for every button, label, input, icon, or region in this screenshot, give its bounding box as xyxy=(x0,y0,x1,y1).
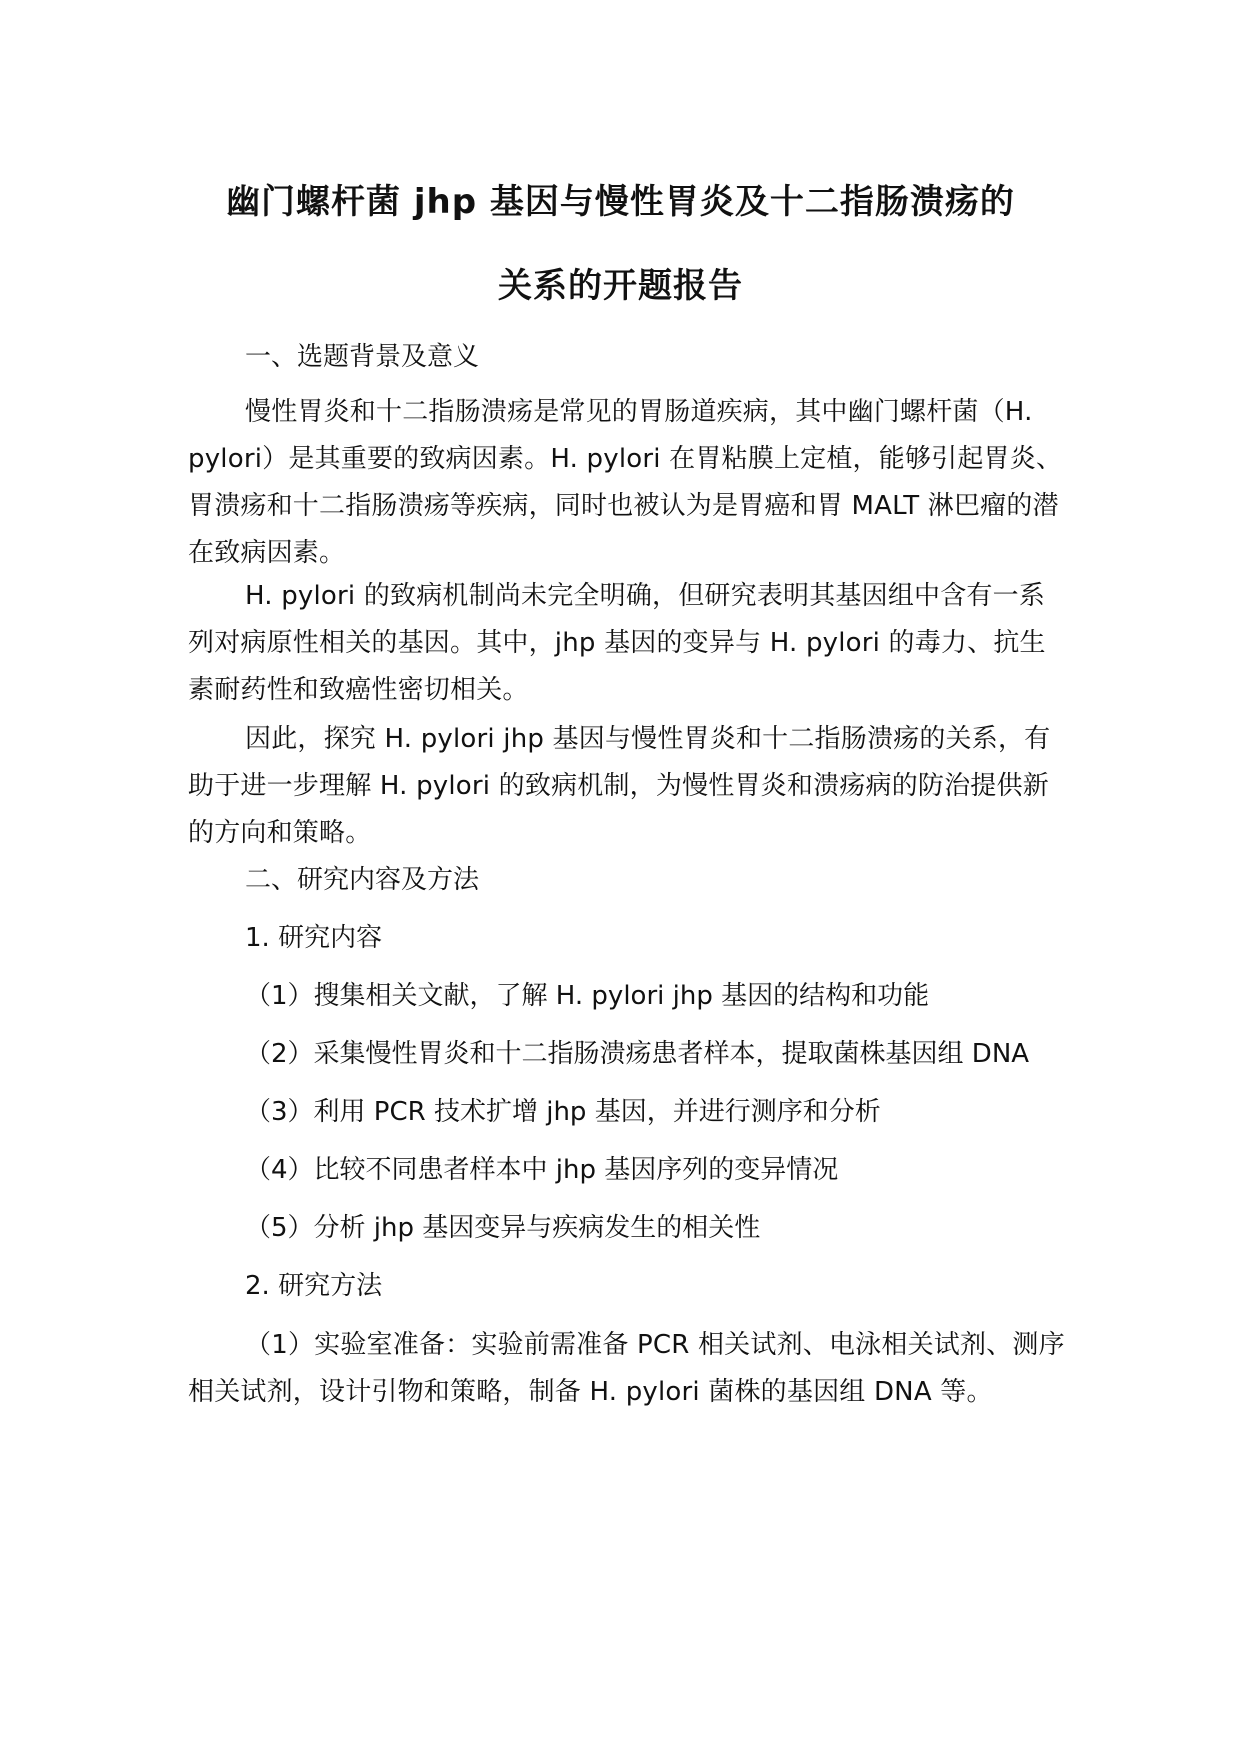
document-title-line2: 关系的开题报告 xyxy=(498,266,743,306)
method-subheading: 2. 研究方法 xyxy=(245,1271,383,1301)
content-item-4: （4）比较不同患者样本中 jhp 基因序列的变异情况 xyxy=(245,1155,839,1185)
content-item-2: （2）采集慢性胃炎和十二指肠溃疡患者样本，提取菌株基因组 DNA xyxy=(245,1039,1030,1069)
content-item-5: （5）分析 jhp 基因变异与疾病发生的相关性 xyxy=(245,1213,761,1243)
section1-heading: 一、选题背景及意义 xyxy=(245,342,480,372)
content-item-1: （1）搜集相关文献，了解 H. pylori jhp 基因的结构和功能 xyxy=(245,981,930,1011)
section1-paragraph-1: 慢性胃炎和十二指肠溃疡是常见的胃肠道疾病，其中幽门螺杆菌（H. pylori）是其重要的致病因素。H. pylori 在胃粘膜上定植，能够引起胃炎、胃溃疡和十二指肠溃疡等疾病，同时也被认为是胃癌和胃 MALT 淋巴瘤的潜在致病因素。 xyxy=(188,397,1063,568)
section1-paragraph-3: 因此，探究 H. pylori jhp 基因与慢性胃炎和十二指肠溃疡的关系，有助于进一步理解 H. pylori 的致病机制，为慢性胃炎和溃疡病的防治提供新的方向和策略。 xyxy=(188,724,1051,848)
content-subheading: 1. 研究内容 xyxy=(245,923,383,953)
section2-heading: 二、研究内容及方法 xyxy=(245,865,480,895)
content-item-3: （3）利用 PCR 技术扩增 jhp 基因，并进行测序和分析 xyxy=(245,1097,881,1127)
section1-paragraph-2: H. pylori 的致病机制尚未完全明确，但研究表明其基因组中含有一系列对病原性相关的基因。其中，jhp 基因的变异与 H. pylori 的毒力、抗生素耐药性和致癌性密切相关。 xyxy=(188,581,1046,705)
method-paragraph-1: （1）实验室准备：实验前需准备 PCR 相关试剂、电泳相关试剂、测序相关试剂，设计引物和策略，制备 H. pylori 菌株的基因组 DNA 等。 xyxy=(188,1330,1065,1407)
document-title-line1: 幽门螺杆菌 jhp 基因与慢性胃炎及十二指肠溃疡的 xyxy=(226,182,1015,222)
